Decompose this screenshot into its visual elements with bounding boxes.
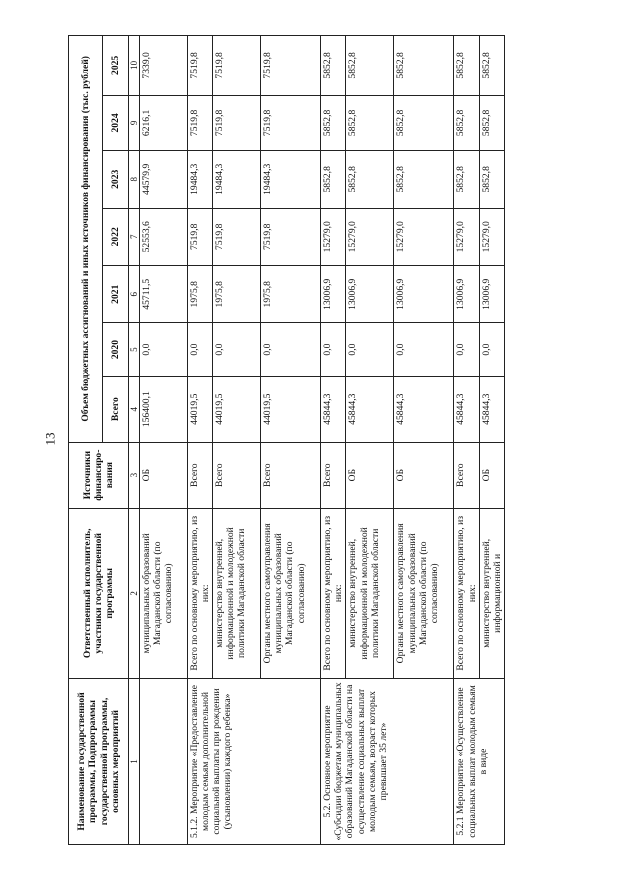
value-2021: 13006,9 — [321, 266, 346, 323]
value-2025: 5852,8 — [479, 36, 504, 96]
value-total: 44019,5 — [213, 376, 261, 442]
header-year-2020: 2020 — [103, 323, 129, 376]
column-index: 4 — [129, 376, 140, 442]
value-total: 45844,3 — [346, 376, 394, 442]
column-index: 7 — [129, 208, 140, 265]
source-cell: ОБ — [140, 442, 188, 508]
column-index: 10 — [129, 36, 140, 96]
executor-cell: Органы местного самоуправления муниципальных образований Магаданской области (по согласованию) — [394, 508, 454, 678]
value-total: 44019,5 — [188, 376, 213, 442]
header-source: Источники финансиро-вания — [69, 442, 129, 508]
source-cell: Всего — [188, 442, 213, 508]
value-2025: 7519,8 — [213, 36, 261, 96]
value-2020: 0,0 — [261, 323, 321, 376]
header-executor: Ответственный исполнитель, участники государственной программы — [69, 508, 129, 678]
value-2020: 0,0 — [140, 323, 188, 376]
value-2022: 15279,0 — [346, 208, 394, 265]
value-2023: 5852,8 — [454, 151, 479, 208]
value-2021: 13006,9 — [394, 266, 454, 323]
value-2024: 5852,8 — [479, 95, 504, 150]
value-2025: 5852,8 — [394, 36, 454, 96]
value-total: 45844,3 — [394, 376, 454, 442]
value-2023: 19484,3 — [261, 151, 321, 208]
value-2024: 7519,8 — [261, 95, 321, 150]
value-2022: 15279,0 — [321, 208, 346, 265]
executor-cell: Всего по основному мероприятию, из них: — [454, 508, 479, 678]
executor-cell: Всего по основному мероприятию, из них: — [188, 508, 213, 678]
executor-cell: муниципальных образований Магаданской области (по согласованию) — [140, 508, 188, 678]
column-index: 9 — [129, 95, 140, 150]
value-2020: 0,0 — [346, 323, 394, 376]
value-2024: 6216,1 — [140, 95, 188, 150]
executor-cell: министерство внутренней, информационной и молодежной политики Магаданской области — [213, 508, 261, 678]
value-2023: 5852,8 — [394, 151, 454, 208]
value-2025: 7519,8 — [188, 36, 213, 96]
table-row — [454, 36, 479, 845]
value-2022: 15279,0 — [479, 208, 504, 265]
financing-table — [68, 35, 505, 845]
value-2022: 52553,6 — [140, 208, 188, 265]
value-2020: 0,0 — [321, 323, 346, 376]
value-2024: 5852,8 — [454, 95, 479, 150]
column-index: 1 — [129, 678, 140, 844]
executor-cell: Органы местного самоуправления муниципальных образований Магаданской области (по согласованию) — [261, 508, 321, 678]
rotated-table-container — [68, 35, 568, 845]
value-total: 156400,1 — [140, 376, 188, 442]
value-2024: 5852,8 — [394, 95, 454, 150]
source-cell: ОБ — [479, 442, 504, 508]
table-row — [188, 36, 213, 845]
program-cell: 5.1.2. Мероприятие «Предоставление молодым семьям дополнительной социальной выплаты при рождении (усыновлении) каждого ребенка» — [188, 678, 321, 844]
header-year-total: Всего — [103, 376, 129, 442]
value-2023: 5852,8 — [321, 151, 346, 208]
value-2020: 0,0 — [479, 323, 504, 376]
header-year-2024: 2024 — [103, 95, 129, 150]
value-2023: 44579,9 — [140, 151, 188, 208]
value-2020: 0,0 — [213, 323, 261, 376]
value-2020: 0,0 — [454, 323, 479, 376]
value-2021: 13006,9 — [479, 266, 504, 323]
header-year-2022: 2022 — [103, 208, 129, 265]
value-2020: 0,0 — [188, 323, 213, 376]
value-total: 45844,3 — [321, 376, 346, 442]
source-cell: Всего — [213, 442, 261, 508]
header-program-name: Наименование государственной программы, Подпрограммы государственной программы, основных мероприятий — [69, 678, 129, 844]
executor-cell: министерство внутренней, информационной и — [479, 508, 504, 678]
value-total: 45844,3 — [454, 376, 479, 442]
header-year-2023: 2023 — [103, 151, 129, 208]
value-2025: 7339,0 — [140, 36, 188, 96]
value-2021: 13006,9 — [346, 266, 394, 323]
program-cell — [140, 678, 188, 844]
page-number: 13 — [42, 432, 58, 446]
source-cell: ОБ — [394, 442, 454, 508]
value-2024: 5852,8 — [346, 95, 394, 150]
program-cell: 5.2. Основное мероприятие «Субсидии бюджетам муниципальных образований Магаданской области на осуществление социальных выплат молодым семьям, возраст которых превышает 35 лет» — [321, 678, 454, 844]
source-cell: Всего — [261, 442, 321, 508]
header-funding-volume: Объем бюджетных ассигнований и иных источников финансирования (тыс. рублей) — [69, 36, 103, 443]
value-total: 45844,3 — [479, 376, 504, 442]
value-2021: 1975,8 — [261, 266, 321, 323]
value-2020: 0,0 — [394, 323, 454, 376]
source-cell: ОБ — [346, 442, 394, 508]
value-2021: 1975,8 — [188, 266, 213, 323]
value-2022: 7519,8 — [213, 208, 261, 265]
value-2022: 15279,0 — [394, 208, 454, 265]
value-2021: 1975,8 — [213, 266, 261, 323]
header-year-2021: 2021 — [103, 266, 129, 323]
executor-cell: Всего по основному мероприятию, из них: — [321, 508, 346, 678]
value-2021: 13006,9 — [454, 266, 479, 323]
executor-cell: министерство внутренней, информационной и молодежной политики Магаданской области — [346, 508, 394, 678]
value-2022: 15279,0 — [454, 208, 479, 265]
value-2024: 7519,8 — [188, 95, 213, 150]
value-total: 44019,5 — [261, 376, 321, 442]
value-2024: 7519,8 — [213, 95, 261, 150]
value-2024: 5852,8 — [321, 95, 346, 150]
value-2025: 5852,8 — [454, 36, 479, 96]
column-index: 3 — [129, 442, 140, 508]
value-2023: 5852,8 — [479, 151, 504, 208]
value-2023: 19484,3 — [213, 151, 261, 208]
value-2023: 5852,8 — [346, 151, 394, 208]
value-2021: 45711,5 — [140, 266, 188, 323]
value-2022: 7519,8 — [261, 208, 321, 265]
value-2025: 5852,8 — [321, 36, 346, 96]
column-index-row — [129, 36, 140, 845]
header-year-2025: 2025 — [103, 36, 129, 96]
column-index: 5 — [129, 323, 140, 376]
column-index: 8 — [129, 151, 140, 208]
column-index: 2 — [129, 508, 140, 678]
source-cell: Всего — [321, 442, 346, 508]
value-2025: 5852,8 — [346, 36, 394, 96]
table-row — [140, 36, 188, 845]
column-index: 6 — [129, 266, 140, 323]
source-cell: Всего — [454, 442, 479, 508]
value-2023: 19484,3 — [188, 151, 213, 208]
value-2025: 7519,8 — [261, 36, 321, 96]
table-row — [321, 36, 346, 845]
value-2022: 7519,8 — [188, 208, 213, 265]
program-cell: 5.2.1 Мероприятие «Осуществление социальных выплат молодым семьям в виде — [454, 678, 504, 844]
